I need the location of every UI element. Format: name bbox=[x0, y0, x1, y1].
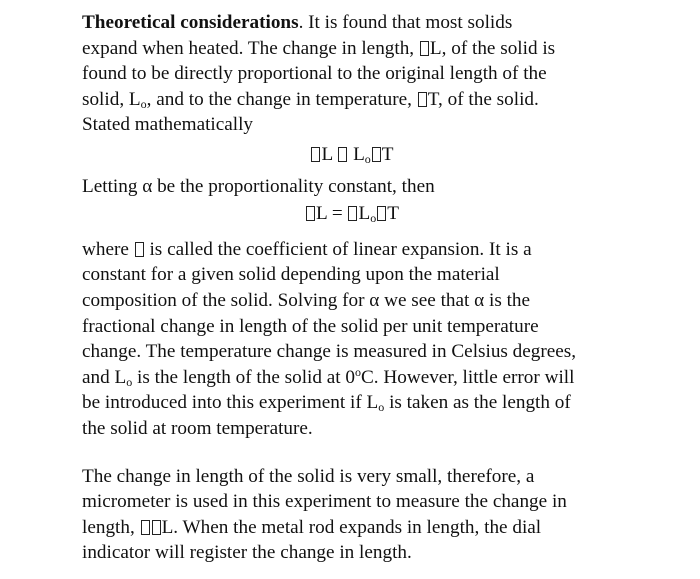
paragraph-2-line-3: composition of the solid. Solving for α we see that α is the bbox=[82, 289, 531, 311]
section-heading: Theoretical considerations bbox=[82, 12, 299, 33]
paragraph-1-line-1 bbox=[82, 10, 642, 36]
subscript: o bbox=[370, 211, 377, 226]
equation-term: T bbox=[381, 143, 394, 165]
equation-term: L bbox=[358, 203, 371, 225]
paragraph-3-line-2: micrometer is used in this experiment to measure the change in bbox=[82, 491, 567, 513]
intermediate-line: Letting α be the proportionality constant, then bbox=[82, 175, 435, 197]
text-span: solid, L bbox=[82, 88, 141, 110]
missing-glyph-alpha-icon bbox=[135, 242, 144, 257]
subscript: o bbox=[378, 400, 385, 415]
paragraph-2-line-6 bbox=[82, 365, 642, 391]
missing-glyph-delta-icon bbox=[418, 92, 427, 107]
text-span: T, of the solid. bbox=[427, 88, 539, 110]
paragraph-2-line-5: change. The temperature change is measured in Celsius degrees, bbox=[82, 341, 577, 363]
missing-glyph-delta-icon bbox=[372, 147, 381, 162]
text-span: C. However, little error will bbox=[361, 366, 575, 388]
paragraph-3-line-3 bbox=[82, 515, 642, 541]
text-span: where bbox=[82, 238, 134, 260]
text-span: is called the coefficient of linear expansion. It is a bbox=[144, 238, 532, 260]
missing-glyph-delta-icon bbox=[377, 206, 386, 221]
equation-term: T bbox=[387, 203, 399, 225]
paragraph-1-line-5: Stated mathematically bbox=[82, 114, 254, 136]
text-span: expand when heated. The change in length, bbox=[82, 37, 419, 59]
missing-glyph-delta-icon bbox=[152, 520, 161, 535]
missing-glyph-delta-icon bbox=[420, 41, 429, 56]
subscript: o bbox=[364, 151, 371, 166]
text-span: is taken as the length of bbox=[384, 392, 571, 414]
equation-term: L bbox=[321, 143, 338, 165]
paragraph-2-line-1 bbox=[82, 237, 642, 263]
paragraph-1-line-3: found to be directly proportional to the original length of the bbox=[82, 63, 547, 85]
text-span: is the length of the solid at 0 bbox=[132, 366, 355, 388]
paragraph-1-line-4 bbox=[82, 87, 642, 113]
equation-term: L bbox=[348, 143, 365, 165]
text-span: L, of the solid is bbox=[429, 37, 556, 59]
equation-linear-expansion bbox=[82, 201, 642, 227]
missing-glyph-icon bbox=[141, 520, 150, 535]
paragraph-1-line-2 bbox=[82, 36, 642, 62]
paragraph-gap bbox=[82, 442, 642, 464]
missing-glyph-delta-icon bbox=[306, 206, 315, 221]
paragraph-2-line-4: fractional change in length of the solid per unit temperature bbox=[82, 315, 539, 337]
text-span: and L bbox=[82, 366, 127, 388]
paragraph-2-line-2: constant for a given solid depending upon the material bbox=[82, 264, 500, 286]
text-span: , and to the change in temperature, bbox=[146, 88, 417, 110]
missing-glyph-alpha-icon bbox=[348, 206, 357, 221]
paragraph-2-line-8: the solid at room temperature. bbox=[82, 417, 313, 439]
document-page bbox=[82, 10, 642, 566]
equation-term: L = bbox=[316, 203, 348, 225]
text-span: . It is found that most solids bbox=[298, 12, 513, 33]
subscript: o bbox=[140, 96, 147, 111]
text-span: be introduced into this experiment if L bbox=[82, 392, 379, 414]
paragraph-2-line-7 bbox=[82, 390, 642, 416]
subscript: o bbox=[126, 374, 133, 389]
paragraph-3-line-4: indicator will register the change in length. bbox=[82, 542, 412, 564]
equation-proportionality bbox=[82, 142, 642, 168]
text-span: length, bbox=[82, 516, 140, 538]
missing-glyph-proportional-icon bbox=[338, 147, 347, 162]
paragraph-3-line-1: The change in length of the solid is very small, therefore, a bbox=[82, 465, 535, 487]
missing-glyph-delta-icon bbox=[311, 147, 320, 162]
superscript: o bbox=[355, 364, 361, 379]
text-span: L. When the metal rod expands in length, the dial bbox=[161, 516, 542, 538]
